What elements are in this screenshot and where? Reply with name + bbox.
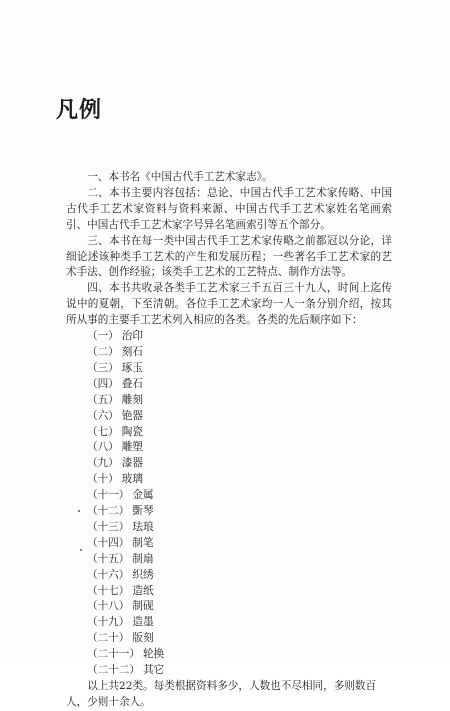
summary-text: 以上共22类。每类根据资料多少，人数也不尽相同，多则数百人，少则十余人。 [66,680,377,708]
list-item [66,440,392,456]
category-number: （十五） [87,552,130,565]
list-item [66,472,392,488]
list-item [66,631,392,647]
category-name: 玻璃 [121,473,143,486]
list-item [66,536,392,552]
list-item [66,552,392,568]
category-number: （八） [87,441,119,454]
category-number: （十九） [87,616,130,629]
category-name: 漆器 [121,457,143,470]
paragraph-1: 一、本书名《中国古代手工艺术家志》。 [87,171,273,183]
category-number: （二十） [87,632,130,645]
category-number: （三） [87,361,119,374]
category-number: （十七） [87,584,130,597]
category-number: （十四） [87,536,130,549]
category-name: 造纸 [132,584,154,597]
category-name: 制笔 [132,536,154,549]
body-text [66,170,392,711]
category-number: （二十一） [87,648,140,661]
category-number: （九） [87,457,119,470]
list-item [66,488,392,504]
list-item [66,568,392,584]
category-number: （二） [87,345,119,358]
list-item [66,377,392,393]
category-name: 雕刻 [121,393,143,406]
list-item [66,425,392,441]
scan-speck [80,549,82,551]
category-name: 金属 [132,489,154,502]
category-name: 琢玉 [121,361,143,374]
list-item [66,409,392,425]
category-name: 珐琅 [132,520,154,533]
category-name: 刻石 [121,345,143,358]
category-name: 版刻 [132,632,154,645]
category-number: （十一） [87,489,130,502]
list-item [66,520,392,536]
paragraph-4: 四、本书共收录各类手工艺术家三千五百三十九人，时间上迄传说中的夏朝，下至清朝。各位手工艺术家均一人一条分别介绍，按其所从事的主要手工艺术列入相应的各类。各类的先后顺序如下： [66,282,392,327]
category-name: 制砚 [132,600,154,613]
category-name: 其它 [142,664,165,677]
list-item [66,663,392,679]
list-item [66,361,392,377]
paragraph-2: 二、本书主要内容包括：总论、中国古代手工艺术家传略、中国古代手工艺术家资料与资料来源、中国古代手工艺术家姓名笔画索引、中国古代手工艺术家字号异名笔画索引等五个部分。 [66,186,392,231]
category-number: （七） [87,425,119,438]
category-number: （六） [87,409,119,422]
category-name: 织绣 [132,568,154,581]
category-number: （十六） [87,568,130,581]
category-name: 陶瓷 [121,425,143,438]
category-name: 斲琴 [132,505,154,518]
category-number: （十三） [87,520,130,533]
category-number: （十） [87,473,119,486]
list-item [66,584,392,600]
list-item [66,647,392,663]
paragraph-3: 三、本书在每一类中国古代手工艺术家传略之前都冠以分论，详细论述该种类手工艺术的产生和发展历程；一些著名手工艺术家的艺术手法、创作经验；该类手工艺术的工艺特点、制作方法等。 [66,234,392,279]
category-number: （一） [87,330,119,343]
scan-speck [78,510,80,512]
category-list [66,329,392,679]
list-item [66,599,392,615]
category-name: 造墨 [132,616,154,629]
category-name: 轮换 [142,648,165,661]
list-item [66,504,392,520]
page-title: 凡例 [56,98,103,123]
category-name: 制扇 [132,552,154,565]
list-item [66,456,392,472]
list-item [66,329,392,345]
category-name: 雕塑 [121,441,143,454]
category-number: （十二） [87,505,130,518]
category-name: 铯器 [121,409,143,422]
category-number: （二十二） [87,664,140,677]
category-number: （四） [87,377,119,390]
category-number: （五） [87,393,119,406]
list-item [66,345,392,361]
list-item [66,615,392,631]
category-number: （十八） [87,600,130,613]
category-name: 叠石 [121,377,143,390]
list-item [66,393,392,409]
category-name: 治印 [121,330,143,343]
